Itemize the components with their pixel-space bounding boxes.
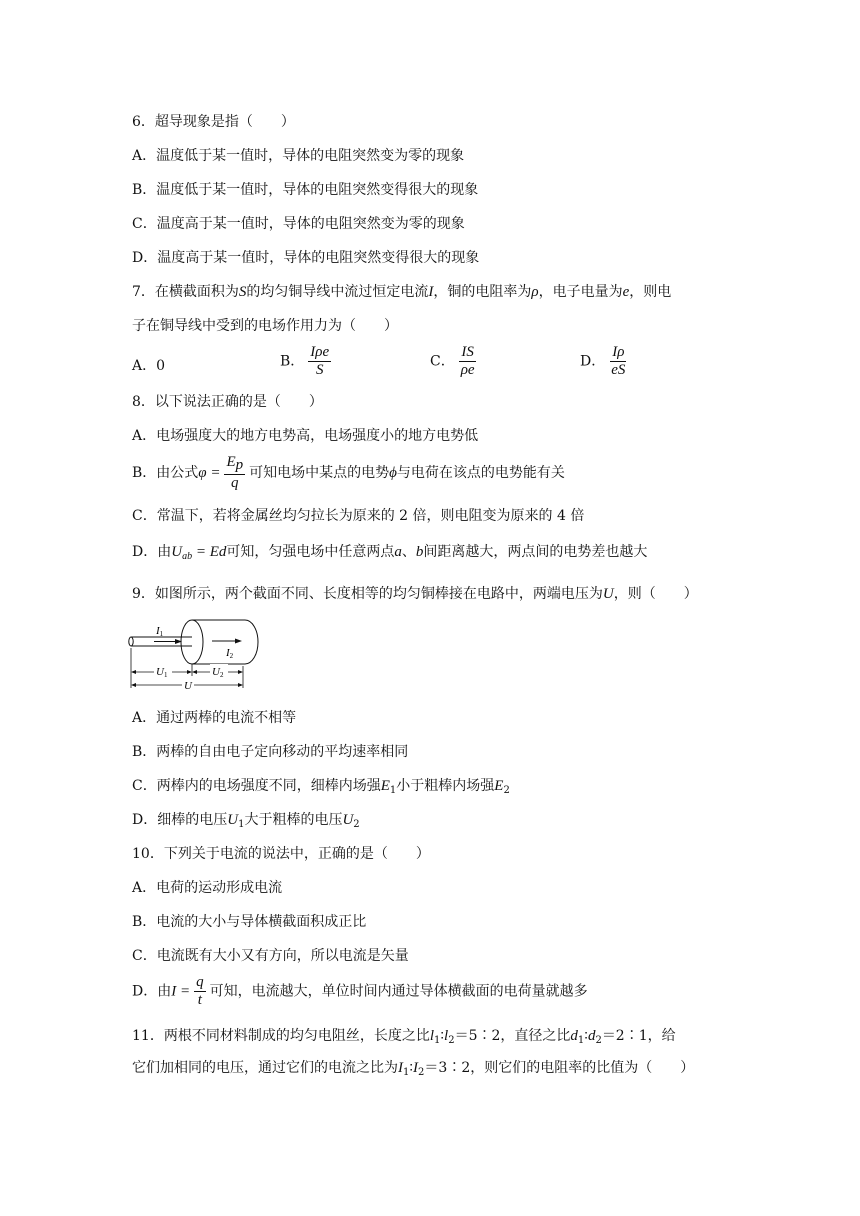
q6-option-b: B．温度低于某一值时，导体的电阻突然变得很大的现象: [132, 182, 479, 198]
q7-option-a: A．0: [132, 358, 166, 374]
fig-label-u2: U2: [212, 666, 224, 679]
q7-stem-line2: 子在铜导线中受到的电场作用力为（ ）: [132, 318, 398, 334]
q7-option-d: D． $\frac{I\rho}{eS}$: [580, 344, 626, 378]
thick-rod: [181, 620, 258, 664]
current-arrow-1: [154, 639, 182, 644]
q6-option-d: D．温度高于某一值时，导体的电阻突然变得很大的现象: [132, 250, 480, 266]
q10-option-d: D．由I = $\frac{q}{t}$ 可知，电流越大，单位时间内通过导体横截面的电荷量就越多: [132, 974, 588, 1008]
q8-b-fraction: $\frac{Ep}{q}$: [226, 454, 244, 491]
q10-stem: 10．下列关于电流的说法中，正确的是（ ）: [132, 846, 430, 862]
copper-rods-figure: [120, 612, 270, 694]
q9-option-d: D．细棒的电压$U_1$大于粗棒的电压$U_2$: [132, 812, 360, 830]
q11-stem-line1: 11．两根不同材料制成的均匀电阻丝，长度之比$l_1∶l_2=5∶2$，直径之比$d_1∶d_2=2∶1$，给: [132, 1028, 676, 1046]
q8-option-b: B．由公式φ = $\frac{Ep}{q}$ 可知电场中某点的电势ϕ与电荷在该点的电势能有关: [132, 454, 565, 491]
q6-stem: 6．超导现象是指（ ）: [132, 114, 295, 130]
q9-option-c: C．两棒内的电场强度不同，细棒内场强$E_1$小于粗棒内场强$E_2$: [132, 778, 510, 796]
q7-d-fraction: $\frac{I\rho}{eS}$: [611, 344, 626, 378]
q9-stem: 9．如图所示，两个截面不同、长度相等的均匀铜棒接在电路中，两端电压为U，则（ ）: [132, 586, 698, 602]
q7-c-fraction: $\frac{IS}{\rho e}$: [460, 344, 475, 378]
q7-option-b: B． $\frac{\text{Iρe}}{S}$: [280, 344, 330, 378]
current-arrow-2: [212, 639, 242, 644]
q10-option-c: C．电流既有大小又有方向，所以电流是矢量: [132, 948, 409, 964]
q8-option-a: A．电场强度大的地方电势高，电场强度小的地方电势低: [132, 428, 479, 444]
q10-option-a: A．电荷的运动形成电流: [132, 880, 283, 896]
q8-stem: 8．以下说法正确的是（ ）: [132, 394, 323, 410]
q10-d-fraction: $\frac{q}{t}$: [196, 974, 204, 1008]
fig-label-i2: I2: [226, 647, 234, 660]
q10-option-b: B．电流的大小与导体横截面积成正比: [132, 914, 367, 930]
q8-option-d: D．由$U_{ab} = Ed$可知，匀强电场中任意两点a、b间距离越大，两点间的电势差也越大: [132, 544, 648, 562]
q7-b-fraction: $\frac{\text{Iρe}}{S}$: [310, 344, 330, 378]
q7-stem-line1: 7．在横截面积为S的均匀铜导线中流过恒定电流I，铜的电阻率为ρ，电子电量为e，则电: [132, 284, 672, 300]
q7-option-c: C． $\frac{IS}{\rho e}$: [430, 344, 475, 378]
fig-label-u1: U1: [156, 666, 168, 679]
q6-option-c: C．温度高于某一值时，导体的电阻突然变为零的现象: [132, 216, 465, 232]
q9-option-a: A．通过两棒的电流不相等: [132, 710, 297, 726]
q9-option-b: B．两棒的自由电子定向移动的平均速率相同: [132, 744, 409, 760]
fig-label-i1: I1: [156, 625, 164, 638]
q6-option-a: A．温度低于某一值时，导体的电阻突然变为零的现象: [132, 148, 465, 164]
fig-label-u: U: [184, 680, 192, 692]
q8-option-c: C．常温下，若将金属丝均匀拉长为原来的 2 倍，则电阻变为原来的 4 倍: [132, 508, 585, 524]
q11-stem-line2: 它们加相同的电压，通过它们的电流之比为$I_1∶I_2=3∶2$，则它们的电阻率的比值为（ ）: [132, 1060, 695, 1078]
